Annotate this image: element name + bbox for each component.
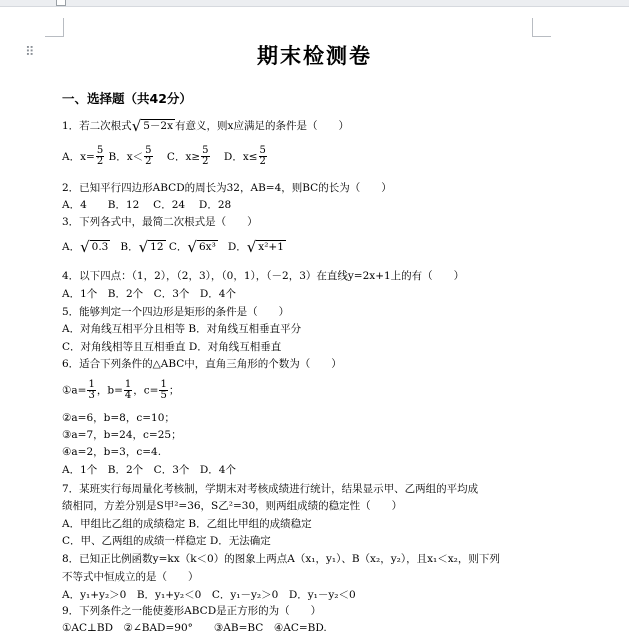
option-c[interactable]: C．√ 6x³ <box>168 238 216 256</box>
question-6-stem: 6．适合下列条件的△ABC中，直角三角形的个数为（ ） <box>62 358 342 370</box>
option-c[interactable]: C．x≥ $\frac{5}{2}$ <box>166 145 209 167</box>
option-b[interactable]: B．x＜ $\frac{5}{2}$ <box>108 145 152 167</box>
option-a[interactable]: A．√ 0.3 <box>62 238 109 256</box>
question-6-options: A．1个 B．2个 C．3个 D．4个 <box>62 464 236 476</box>
page-corner-mark-right <box>532 18 551 37</box>
option-b[interactable]: B．√ 12 <box>120 238 164 256</box>
question-8-stem-line-2: 不等式中恒成立的是（ ） <box>62 571 199 583</box>
radical-expression: √ 5－2x <box>131 117 174 135</box>
question-3-stem: 3．下列各式中，最简二次根式是（ ） <box>62 216 258 228</box>
question-6-condition-1: ①a= $\frac{1}{3}$ ，b= $\frac{1}{4}$ ，c= $\frac{1}{5}$ ； <box>62 379 180 401</box>
question-8-options: A．y₁+y₂＞0 B．y₁+y₂＜0 C．y₁－y₂＞0 D．y₁－y₂＜0 <box>62 589 356 601</box>
question-5-options-cd: C．对角线相等且互相垂直 D．对角线互相垂直 <box>62 341 282 353</box>
question-4-options: A．1个 B．2个 C．3个 D．4个 <box>62 288 236 300</box>
option-d[interactable]: D．√ x²+1 <box>227 238 284 256</box>
question-7-options-ab: A．甲组比乙组的成绩稳定 B．乙组比甲组的成绩稳定 <box>62 518 312 530</box>
page-corner-mark-left <box>45 18 64 37</box>
question-4-stem: 4．以下四点：（1，2），（2，3），（0，1），（－2，3）在直线y=2x+1上的有（ ） <box>62 270 465 282</box>
question-1-options <box>62 146 268 167</box>
question-2-options: A．4 B．12 C．24 D．28 <box>62 199 232 211</box>
option-a[interactable]: A．x= $\frac{5}{2}$ <box>62 145 104 167</box>
question-5-stem: 5．能够判定一个四边形是矩形的条件是（ ） <box>62 306 290 318</box>
drag-handle-icon[interactable]: ⠿ <box>25 45 33 60</box>
section-heading: 一、选择题（共42分） <box>62 91 192 106</box>
question-5-options-ab: A．对角线互相平分且相等 B．对角线互相垂直平分 <box>62 323 302 335</box>
question-6-condition-3: ③a=7，b=24，c=25； <box>62 429 182 441</box>
question-3-options <box>62 239 286 255</box>
question-6-condition-2: ②a=6，b=8，c=10； <box>62 412 175 424</box>
option-d[interactable]: D．x≤ $\frac{5}{2}$ <box>223 145 266 167</box>
question-7-stem-line-2: 绩相同，方差分别是S甲²=36，S乙²=30，则两组成绩的稳定性（ ） <box>62 500 403 512</box>
question-6-condition-4: ④a=2，b=3，c=4. <box>62 446 162 458</box>
question-7-stem-line-1: 7．某班实行每周量化考核制，学期末对考核成绩进行统计，结果显示甲、乙两组的平均成 <box>62 483 479 495</box>
question-8-stem-line-1: 8．已知正比例函数y=kx（k＜0）的图象上两点A（x₁，y₁）、B（x₂，y₂），且x₁＜x₂，则下列 <box>62 553 500 565</box>
ruler-tab-marker[interactable] <box>56 0 66 6</box>
question-1-stem: 1．若二次根式√ 5－2x 有意义，则x应满足的条件是（ ） <box>62 117 349 135</box>
question-2-stem: 2．已知平行四边形ABCD的周长为32，AB=4，则BC的长为（ ） <box>62 182 392 194</box>
question-9-stem: 9．下列条件之一能使菱形ABCD是正方形的为（ ） <box>62 605 322 617</box>
question-9-conditions: ①AC⊥BD ②∠BAD=90° ③AB=BC ④AC=BD. <box>62 622 327 634</box>
question-7-options-cd: C．甲、乙两组的成绩一样稳定 D．无法确定 <box>62 535 271 547</box>
page-title: 期末检测卷 <box>257 44 372 68</box>
ruler-bar <box>0 0 629 7</box>
